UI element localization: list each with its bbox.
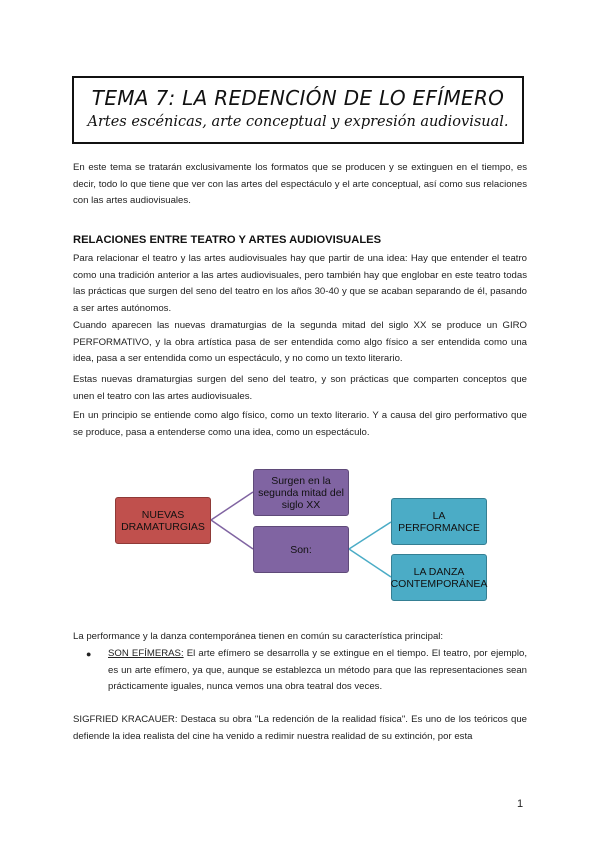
diagram-node-top: Surgen en la segunda mitad del siglo XX [253, 469, 349, 516]
diagram-leaf-danza: LA DANZA CONTEMPORÁNEA [391, 554, 487, 601]
bullet-text: El arte efímero se desarrolla y se extingue en el tiempo. El teatro, por ejemplo, es un arte efímero, ya que, aunque se establezca un método para que las representaciones sean prácticamente iguales, nunca vemos una obra teatral dos veces. [108, 648, 527, 692]
kracauer-paragraph: SIGFRIED KRACAUER: Destaca su obra "La redención de la realidad física". Es uno de los teóricos que defiende la idea realista del cine ha venido a redimir nuestra realidad de su extinción, por esta [73, 714, 527, 742]
section-heading: RELACIONES ENTRE TEATRO Y ARTES AUDIOVISUALES [73, 234, 382, 246]
paragraph-4: En un principio se entiende como algo físico, como un texto literario. Y a causa del giro performativo que se produce, pasa a entenderse como una idea, como un espectáculo. [73, 410, 527, 438]
paragraph-3: Estas nuevas dramaturgias surgen del seno del teatro, y son prácticas que comparten conceptos que unen el teatro con las artes audiovisuales. [73, 374, 527, 402]
bullet-efimeras [86, 646, 527, 696]
page-subtitle: Artes escénicas, arte conceptual y expresión audiovisual. [87, 114, 509, 130]
intro-paragraph: En este tema se tratarán exclusivamente los formatos que se producen y se extinguen en el tiempo, es decir, todo lo que tiene que ver con las artes del espectáculo y el arte conceptual, así como sus relaciones con las artes audiovisuales. [73, 162, 527, 206]
connector-root-son [211, 520, 253, 549]
paragraph-2: Cuando aparecen las nuevas dramaturgias de la segunda mitad del siglo XX se produce un GIRO PERFORMATIVO, y la obra artística pasa de ser entendida como algo físico a ser entendida como una idea, pasa a ser entendida como un espectáculo, y no como un texto literario. [73, 320, 527, 364]
connector-son-leaf2 [349, 549, 391, 577]
bullet-body [108, 646, 527, 696]
page-number: 1 [517, 798, 524, 810]
common-intro: La performance y la danza contemporánea tienen en común su característica principal: [73, 631, 444, 642]
connector-root-top [211, 492, 253, 520]
paragraph-1: Para relacionar el teatro y las artes audiovisuales hay que partir de una idea: Hay que entender el teatro como una tradición anterior a las artes audiovisuales, pero también hay que englobar en este teatro todas las prácticas que surgen del seno del teatro en los años 30-40 y que se acaban separando de él, pasando a ser artes autónomos. [73, 253, 527, 314]
bullet-dot: ● [86, 649, 92, 659]
diagram-node-son: Son: [253, 526, 349, 573]
connector-son-leaf1 [349, 522, 391, 549]
page-title: TEMA 7: LA REDENCIÓN DE LO EFÍMERO [91, 86, 505, 110]
diagram-leaf-performance: LA PERFORMANCE [391, 498, 487, 545]
diagram-node-root: NUEVAS DRAMATURGIAS [115, 497, 211, 544]
bullet-label: SON EFÍMERAS: [108, 648, 184, 659]
